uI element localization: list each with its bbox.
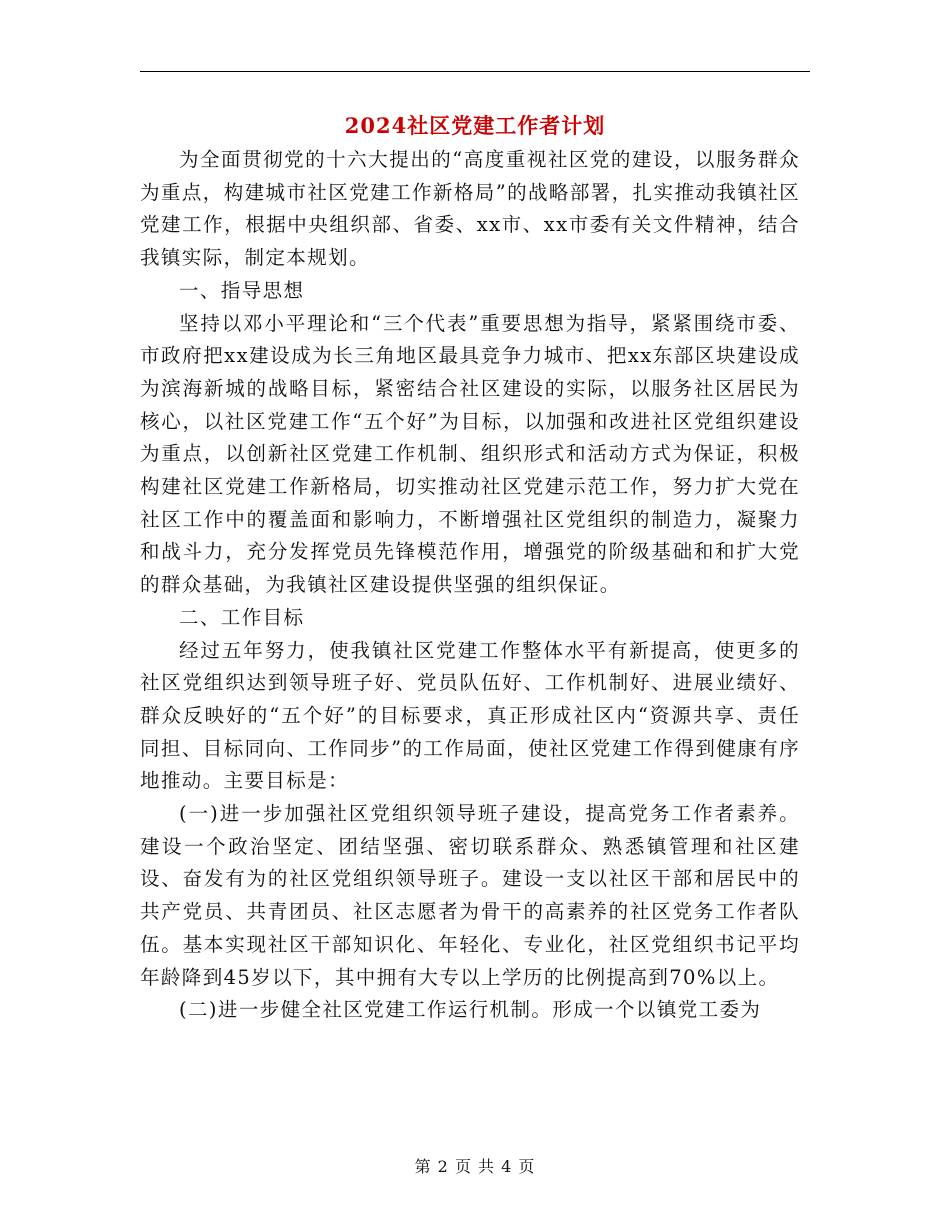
paragraph-goal-2: (二)进一步健全社区党建工作运行机制。形成一个以镇党工委为 xyxy=(179,998,762,1022)
paragraph-guiding-ideology: 坚持以邓小平理论和“三个代表”重要思想为指导，紧紧围绕市委、市政府把xx建设成为长三角地区最具竞争力城市、把xx东部区块建设成为滨海新城的战略目标，紧密结合社区建设的实际，以服务社区居民为核心，以社区党建工作“五个好”为目标，以加强和改进社区党组织建设为重点，以创新社区党建工作机制、组织形式和活动方式为保证，积极构建社区党建工作新格局，切实推动社区党建示范工作，努力扩大党在社区工作中的覆盖面和影响力，不断增强社区党组织的制造力，凝聚力和战斗力，充分发挥党员先锋模范作用，增强党的阶级基础和和扩大党的群众基础，为我镇社区建设提供坚强的组织保证。 xyxy=(140,311,800,597)
section-heading-guiding-ideology: 一、指导思想 xyxy=(179,278,305,302)
paragraph-goal-1: (一)进一步加强社区党组织领导班子建设，提高党务工作者素养。建设一个政治坚定、团结坚强、密切联系群众、熟悉镇管理和社区建设、奋发有为的社区党组织领导班子。建设一支以社区干部和居民中的共产党员、共青团员、社区志愿者为骨干的高素养的社区党务工作者队伍。基本实现社区干部知识化、年轻化、专业化，社区党组织书记平均年龄降到45岁以下，其中拥有大专以上学历的比例提高到70%以上。 xyxy=(140,802,800,989)
document-title: 2024社区党建工作者计划 xyxy=(344,113,606,138)
header-rule xyxy=(140,71,810,72)
paragraph-intro: 为全面贯彻党的十六大提出的“高度重视社区党的建设，以服务群众为重点，构建城市社区党建工作新格局”的战略部署，扎实推动我镇社区党建工作，根据中央组织部、省委、xx市、xx市委有关文件精神，结合我镇实际，制定本规划。 xyxy=(140,148,800,270)
section-heading-work-goals: 二、工作目标 xyxy=(179,605,305,629)
paragraph-work-goals: 经过五年努力，使我镇社区党建工作整体水平有新提高，使更多的社区党组织达到领导班子好、党员队伍好、工作机制好、进展业绩好、群众反映好的“五个好”的目标要求，真正形成社区内“资源共享、责任同担、目标同向、工作同步”的工作局面，使社区党建工作得到健康有序地推动。主要目标是： xyxy=(140,638,800,793)
document-body xyxy=(140,144,800,1027)
page-indicator: 第 2 页 共 4 页 xyxy=(414,1157,536,1176)
